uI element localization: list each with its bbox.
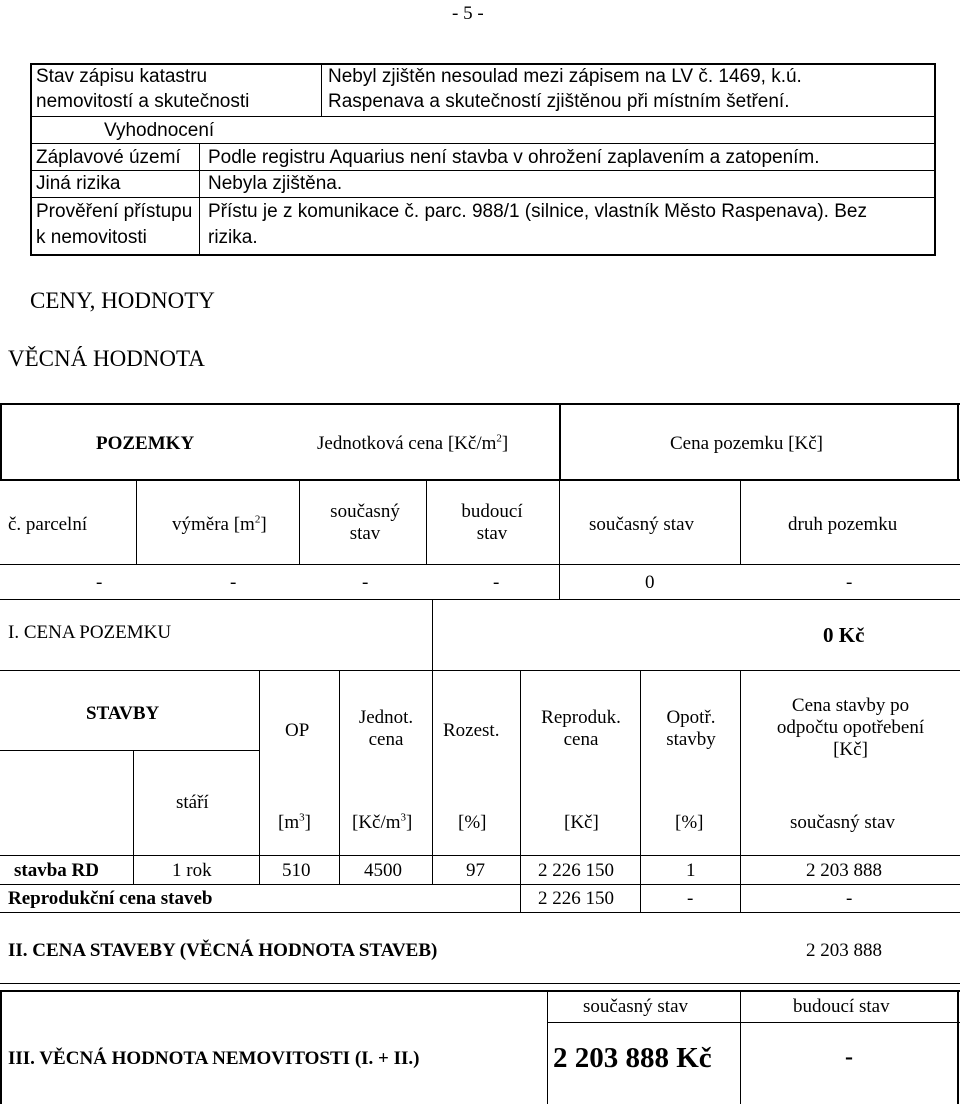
building-row-rozest: 97	[466, 860, 485, 881]
col-price-current: současný stav	[589, 514, 695, 535]
label-access-2: k nemovitosti	[36, 227, 147, 248]
unit-rozest: [%]	[458, 812, 487, 833]
col-area: výměra $[m^2]$	[172, 513, 267, 535]
building-row-price: 2 203 888	[806, 860, 882, 881]
final-current-value: 2 203 888 Kč	[553, 1042, 712, 1074]
final-col-current: současný stav	[583, 996, 689, 1017]
repro-total-dash: -	[687, 888, 694, 909]
buildings-title: STAVBY	[86, 703, 160, 724]
land-title: POZEMKY	[96, 433, 195, 454]
col-unit-price: Jednot. cena	[358, 707, 414, 750]
col-op: OP	[285, 720, 310, 741]
label-other-risks: Jiná rizika	[36, 173, 121, 194]
land-row-cell: 0	[645, 572, 655, 593]
unit-repro: [Kč]	[564, 812, 599, 833]
repro-total-label: Reprodukční cena staveb	[8, 888, 213, 909]
label-cadastre: Stav zápisu katastru	[36, 66, 208, 87]
value-cadastre-2: Raspenava a skutečností zjištěnou při místním šetření.	[328, 91, 790, 112]
building-row-age: 1 rok	[172, 860, 212, 881]
unit-building-price: současný stav	[790, 812, 896, 833]
land-row-cell: -	[362, 572, 369, 593]
value-access: Přístu je z komunikace č. parc. 988/1 (silnice, vlastník Město Raspenava). Bez	[208, 201, 867, 222]
label-access: Prověření přístupu	[36, 201, 193, 222]
col-land-type: druh pozemku	[788, 514, 898, 535]
building-row-repro: 2 226 150	[538, 860, 614, 881]
building-row-wear: 1	[686, 860, 696, 881]
final-label: III. VĚCNÁ HODNOTA NEMOVITOSTI (I. + II.)	[8, 1048, 420, 1069]
building-row-name: stavba RD	[14, 860, 99, 881]
col-future: budoucí stav	[461, 501, 523, 544]
land-total-value: 0 Kč	[823, 623, 865, 647]
col-repro: Reproduk. cena	[541, 707, 621, 750]
col-age: stáří	[176, 792, 209, 813]
unit-wear: [%]	[675, 812, 704, 833]
value-flood: Podle registru Aquarius není stavba v ohrožení zaplavením a zatopením.	[208, 147, 820, 168]
land-row-cell: -	[493, 572, 500, 593]
buildings-total-label: II. CENA STAVEBY (VĚCNÁ HODNOTA STAVEB)	[8, 940, 438, 961]
buildings-total-value: 2 203 888	[806, 940, 882, 961]
col-building-price: Cena stavby po odpočtu opotřebení [Kč]	[776, 695, 925, 760]
col-current: současný stav	[330, 501, 400, 544]
label-evaluation: Vyhodnocení	[104, 120, 215, 141]
land-unit-price-header: Jednotková cena $[Kč/m^2]$	[317, 432, 509, 454]
final-future-value: -	[845, 1044, 853, 1070]
building-row-op: 510	[282, 860, 311, 881]
value-access-2: rizika.	[208, 227, 258, 248]
final-col-future: budoucí stav	[793, 996, 890, 1017]
col-wear: Opotř. stavby	[666, 707, 716, 750]
heading-prices: CENY, HODNOTY	[30, 288, 215, 313]
value-other-risks: Nebyla zjištěna.	[208, 173, 343, 194]
label-flood: Záplavové území	[36, 147, 181, 168]
repro-total-dash: -	[846, 888, 853, 909]
land-row-cell: -	[230, 572, 237, 593]
label-cadastre-2: nemovitostí a skutečnosti	[36, 91, 250, 112]
land-row-cell: -	[96, 572, 103, 593]
land-price-header: Cena pozemku [Kč]	[670, 433, 823, 454]
col-parcel: č. parcelní	[8, 514, 88, 535]
unit-op: $[m^3]$	[278, 811, 311, 833]
repro-total-value: 2 226 150	[538, 888, 614, 909]
land-row-cell: -	[846, 572, 853, 593]
page-number: - 5 -	[452, 3, 484, 24]
value-cadastre: Nebyl zjištěn nesoulad mezi zápisem na LV č. 1469, k.ú.	[328, 66, 802, 87]
col-rozest: Rozest.	[443, 720, 500, 741]
building-row-unit: 4500	[364, 860, 402, 881]
heading-value: VĚCNÁ HODNOTA	[8, 346, 205, 371]
unit-unit-price: $[Kč/m^3]$	[352, 811, 413, 833]
land-total-label: I. CENA POZEMKU	[8, 622, 172, 643]
